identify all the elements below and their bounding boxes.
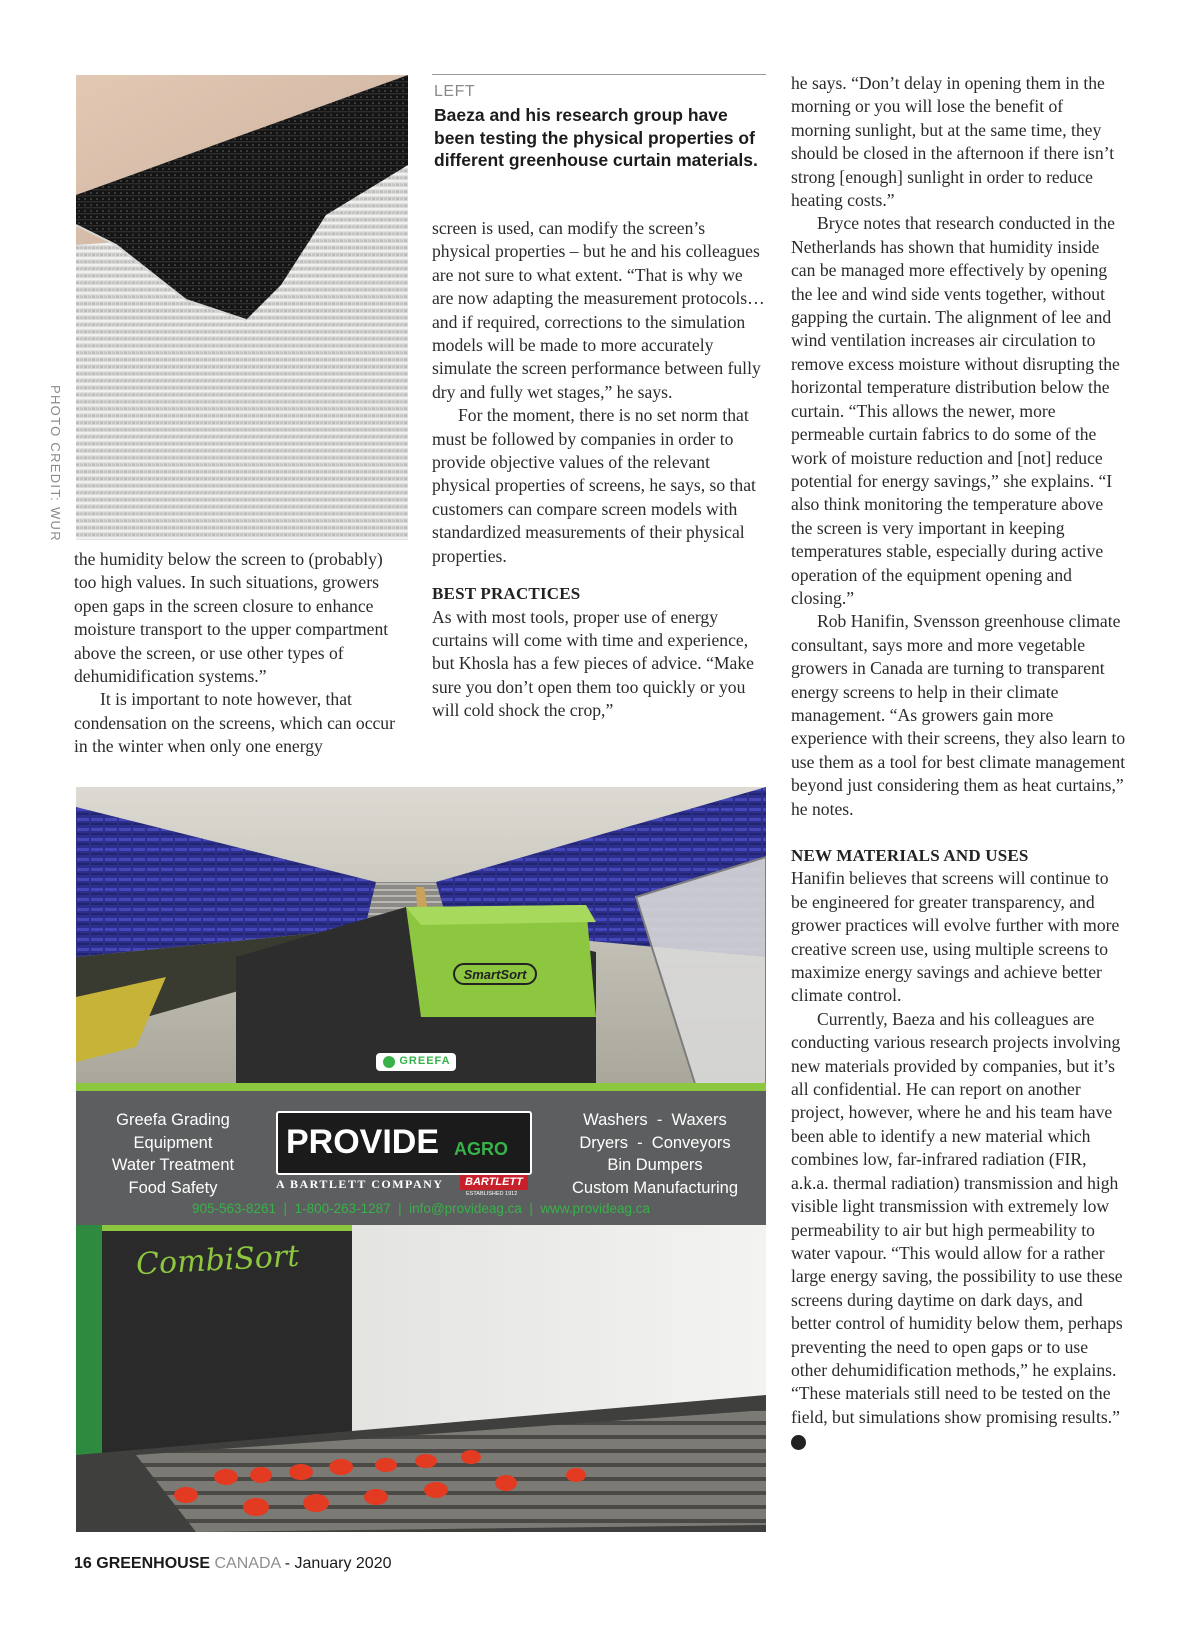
magazine-country: CANADA: [214, 1555, 281, 1572]
best-practices-heading: BEST PRACTICES: [432, 584, 581, 604]
caption-text: Baeza and his research group have been testing the physical properties of different greenhouse curtain materials.: [434, 105, 758, 170]
col2-paragraph-3: As with most tools, proper use of energy curtains will come with time and experience, but Khosla has a few pieces of advice. “Make sure you don’t open them too quickly or you will cold shock the crop,”: [432, 606, 754, 721]
issue-date: - January 2020: [284, 1555, 392, 1572]
service-custom-manufacturing: Custom Manufacturing: [572, 1178, 738, 1197]
col3-paragraph-4: Hanifin believes that screens will continue to be engineered for greater transparency, and grower practices will evolve further with more creative screen use, using multiple screens to maximize energy savings and achieve better climate control.: [791, 868, 1120, 1006]
service-food-safety: Food Safety: [128, 1178, 218, 1197]
provide-agro-logo[interactable]: [276, 1111, 532, 1199]
logo-main-text: PROVIDE: [286, 1123, 440, 1161]
combisort-label: CombiSort: [135, 1238, 301, 1283]
curtain-photo-graphic: [76, 75, 408, 540]
col3-paragraph-3: Rob Hanifin, Svensson greenhouse climate consultant, says more and more vegetable growers in Canada are turning to transparent energy screens to help in their climate management. “As growers gain more experience with their screens, they also learn to use them as a tool for best climate management beyond just considering them as heat curtains,” he notes.: [791, 611, 1126, 819]
bartlett-established: ESTABLISHED 1912: [466, 1191, 518, 1197]
service-equipment: Equipment: [133, 1133, 213, 1152]
col3-paragraph-1: he says. “Don’t delay in opening them in the morning or you will lose the benefit of morning sunlight, but at the same time, they should be closed in the afternoon if there isn’t strong [enough] sunlight in order to reduce heating costs.”: [791, 73, 1115, 211]
smartsort-photo: [76, 787, 766, 1087]
ad-right-services: [552, 1109, 758, 1199]
bartlett-badge: BARTLETT: [460, 1175, 528, 1190]
col1-paragraph-1: the humidity below the screen to (probably) too high values. In such situations, growers open gaps in the screen closure to enhance moisture transport to the upper compartment above the screen, or use other types of dehumidification systems.”: [74, 549, 389, 687]
column-3: [791, 72, 1127, 1453]
service-dryers-conveyors: Dryers - Conveyors: [579, 1133, 731, 1152]
column-2: [432, 217, 766, 723]
end-mark: GC: [791, 1435, 806, 1450]
ad-left-services: [88, 1109, 258, 1199]
col3-paragraph-2: Bryce notes that research conducted in the Netherlands has shown that humidity inside can be managed more effectively by opening the lee and wind side vents together, without gapping the curtain. The alignment of lee and wind ventilation increases air circulation to remove excess moisture without disrupting the horizontal temperature distribution below the curtain. “This allows the newer, more permeable curtain fabrics to do some of the work of moisture reduction and [not] reduce potential for energy savings,” she explains. “I also think monitoring the temperature above the screen is very important in keeping temperatures stable, especially during active operation of the equipment opening and closing.”: [791, 213, 1120, 608]
logo-tagline: A BARTLETT COMPANY: [276, 1177, 444, 1191]
column-1: [74, 548, 406, 759]
col2-paragraph-2: For the moment, there is no set norm that must be followed by companies in order to provide objective values of the relevant physical properties of screens, he says, so that customers can compare screen models with standardized measurements of their physical properties.: [432, 405, 756, 566]
caption-label: LEFT: [434, 83, 476, 100]
service-washers-waxers: Washers - Waxers: [583, 1111, 727, 1129]
greefa-badge: GREEFA: [399, 1055, 451, 1067]
col2-paragraph-1: screen is used, can modify the screen’s physical properties – but he and his colleagues are not sure to what extent. “That is why we are now adapting the measurement protocols…and if required, corrections to the simulation models will be made to more accurately simulate the screen performance between fully dry and fully wet stages,” he says.: [432, 218, 765, 402]
provide-agro-ad[interactable]: [76, 787, 766, 1532]
magazine-name: GREENHOUSE: [96, 1555, 211, 1572]
photo-credit: PHOTO CREDIT: WUR: [48, 385, 63, 542]
service-water-treatment: Water Treatment: [111, 1156, 235, 1174]
col3-paragraph-5-text: Currently, Baeza and his colleagues are conducting various research projects involving new materials provided by companies, but it’s all confidential. He can report on another project, however, where he and his team have been able to identify a new material which combines low, far-infrared radiation (FIR, a.k.a. thermal radiation) transmission and high visible light transmission with extremely low permeability to air but high permeability to water vapour. “This would allow for a rather large energy saving, the possibility to use these screens during daytime on dark days, and better control of humidity below them, perhaps preventing the need to open gaps or to use other dehumidification methods,” he explains. “These materials still need to be tested on the field, but simulations show promising results.”: [791, 1008, 1123, 1427]
logo-sub-text: AGRO: [454, 1139, 508, 1159]
col3-paragraph-5: [791, 1008, 1127, 1453]
ad-green-band: [76, 1083, 766, 1091]
ad-info-panel: [76, 1091, 766, 1225]
caption-rule: [432, 74, 766, 75]
curtain-photo: [76, 75, 408, 540]
ad-contact-line[interactable]: 905-563-8261 | 1-800-263-1287 | info@provideag.ca | www.provideag.ca: [191, 1201, 650, 1216]
new-materials-heading: NEW MATERIALS AND USES: [791, 846, 1029, 865]
page-footer: [74, 1555, 391, 1573]
smartsort-label: SmartSort: [463, 967, 527, 982]
service-greefa-grading: Greefa Grading: [116, 1111, 230, 1129]
col1-paragraph-2: It is important to note however, that condensation on the screens, which can occur in the winter when only one energy: [74, 689, 395, 757]
service-bin-dumpers: Bin Dumpers: [607, 1156, 703, 1174]
page-number: 16: [74, 1555, 92, 1572]
